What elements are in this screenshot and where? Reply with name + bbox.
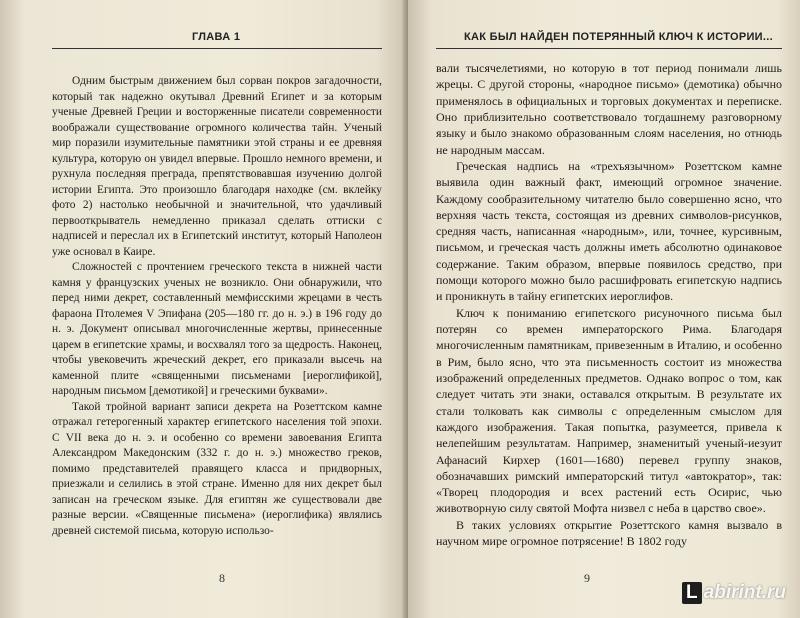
watermark-logo — [682, 582, 786, 604]
header-rule-left — [52, 48, 382, 49]
watermark-text: abirint.ru — [703, 582, 786, 603]
right-page — [408, 0, 800, 618]
paragraph: В таких условиях открытие Розеттского камня вызвало в научном мире огромное потрясение! В 1802 году — [436, 517, 782, 549]
paragraph: Одним быстрым движением был сорван покров загадочности, который так надежно окутывал Древний Египет и за которым ученые Древней Греции и восторженные писатели современности воображали существование огромного количества тайн. Ученый мир поразили изумительные памятники этой страны и ее древняя культура, которую он увидел впервые. Прошло немного времени, и рухнула последняя преграда, препятствовавшая изучению долгой истории Египта. Это произошло благодаря находке (см. вклейку фото 2) настолько необычной и значительной, что удачливый первооткрыватель немедленно приказал сделать оттиски с надписей и переслал их в Египетский институт, который Наполеон уже основал в Каире. — [52, 75, 382, 258]
page-number-right: 9 — [584, 571, 590, 585]
header-rule-right — [436, 48, 782, 49]
paragraph: Такой тройной вариант записи декрета на Розеттском камне отражал гетерогенный характер египетского населения той эпохи. С VII века до н. э. и особенно со времени завоевания Египта Александром Македонским (332 г. до н. э.) множество греков, помимо представителей правящего класса и придворных, приезжали и селились в этой стране. Именно для них декрет был записан на греческом языке. Для египтян же существовали две разные версии. «Священные письмена» (иероглифика) являлись древней системой письма, которую использо- — [52, 400, 382, 537]
running-head-left: ГЛАВА 1 — [192, 31, 241, 43]
paragraph: вали тысячелетиями, но которую в тот период понимали лишь жрецы. С другой стороны, «народное письмо» (демотика) обычно применялось в официальных и торговых документах и переписке. Оно приблизительно соответствовало тогдашнему разговорному языку и было знакомо образованным слоям населения, но отнюдь не народным массам. — [436, 61, 782, 157]
paragraph: Ключ к пониманию египетского рисуночного письма был потерян со времен императорского Рима. Благодаря многочисленным памятникам, привезенным в Италию, и особенно в Рим, было ясно, что эта письменность состоит из множества изображений определенных предметов. Однако вопрос о том, как следует читать эти знаки, оставался открытым. В результате их стали толковать как символы с определенным смыслом для каждого изображения. Такая попытка, разумеется, привела к нелепейшим результатам. Например, знаменитый ученый-иезуит Афанасий Кирхер (1601—1680) перевел группу знаков, обозначавших римский императорский титул «автократор», так: «Творец плодородия и всех растений есть Осирис, чью животворную силу святой Мофта низвел с неба в царство свое». — [436, 305, 782, 516]
paragraph: Греческая надпись на «трехъязычном» Розеттском камне выявила один важный факт, имеющий огромное значение. Каждому сообразительному читателю было совершенно ясно, что верхняя часть текста, состоящая из древних символов-рисунков, средняя часть, написанная «народным», или, точнее, курсивным, письмом, и греческая часть должны иметь абсолютно одинаковое содержание. Таким образом, впервые появилось средство, при помощи которого можно было расшифровать египетскую надпись и проникнуть в тайну египетских иероглифов. — [436, 158, 782, 304]
page-number-left: 8 — [219, 571, 225, 585]
left-text-block — [52, 74, 382, 539]
running-head-right: КАК БЫЛ НАЙДЕН ПОТЕРЯННЫЙ КЛЮЧ К ИСТОРИИ... — [464, 31, 773, 43]
watermark-badge: L — [682, 582, 702, 604]
right-text-block — [436, 60, 782, 549]
paragraph: Сложностей с прочтением греческого текста в нижней части камня у французских ученых не возникло. Они обнаружили, что перед ними декрет, составленный мемфисскими жрецами в честь фараона Птолемея V Эпифана (205—180 гг. до н. э.) в 196 году до н. э. Документ описывал многочисленные жертвы, принесенные царем в египетские храмы, и восхвалял того за щедрость. Наконец, чтобы увековечить жреческий декрет, его приказали высечь на каменной плите «священными письменами [иероглификой], народным письмом [демотикой] и греческими буквами». — [52, 261, 382, 397]
